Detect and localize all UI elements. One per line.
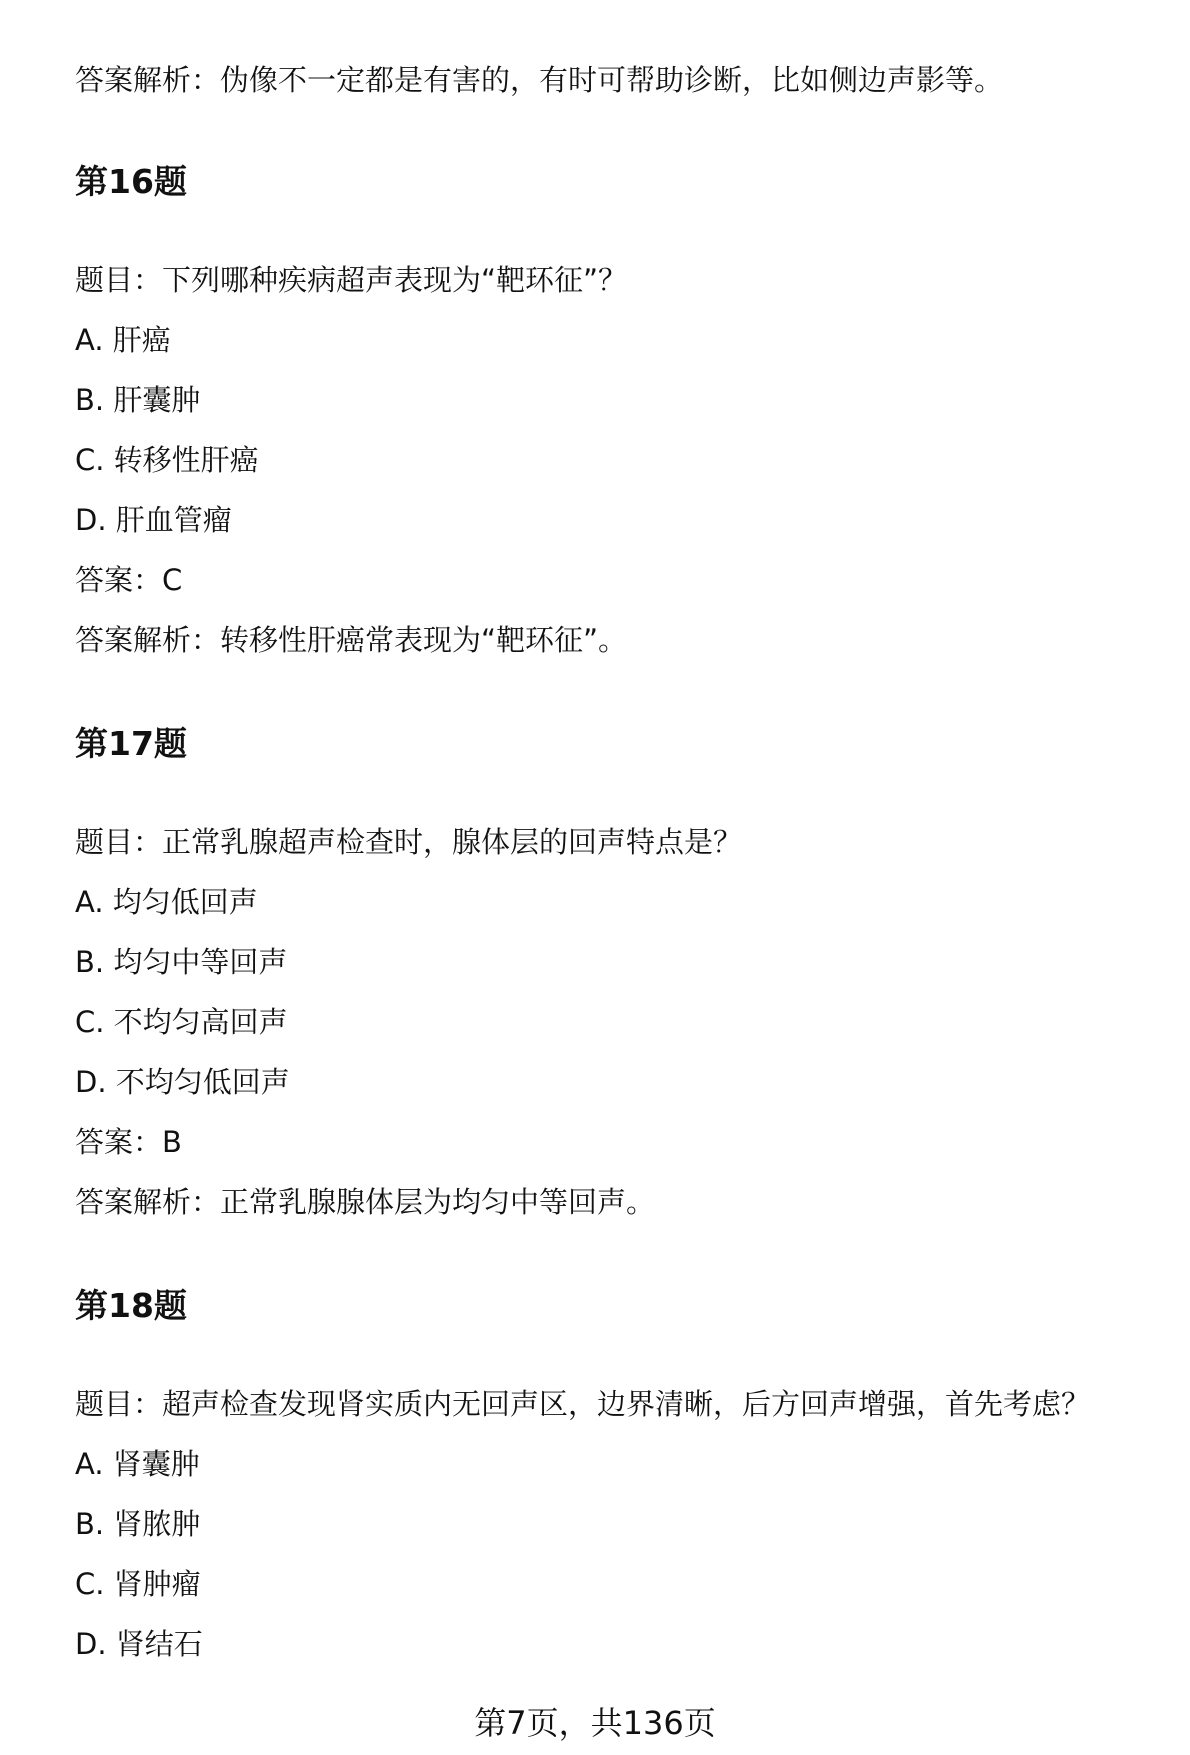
q16-option-a: A. 肝癌 bbox=[75, 323, 171, 357]
q17-analysis: 答案解析：正常乳腺腺体层为均匀中等回声。 bbox=[75, 1185, 656, 1219]
q18-question: 题目：超声检查发现肾实质内无回声区，边界清晰，后方回声增强，首先考虑？ bbox=[75, 1387, 1091, 1421]
q16-option-c: C. 转移性肝癌 bbox=[75, 443, 259, 477]
q16-question: 题目：下列哪种疾病超声表现为“靶环征”？ bbox=[75, 263, 628, 297]
q18-option-d: D. 肾结石 bbox=[75, 1627, 203, 1661]
page-number-footer: 第7页，共136页 bbox=[474, 1704, 716, 1742]
q17-heading: 第17题 bbox=[75, 724, 187, 763]
q18-heading: 第18题 bbox=[75, 1286, 187, 1325]
q17-answer: 答案：B bbox=[75, 1125, 182, 1159]
q17-option-d: D. 不均匀低回声 bbox=[75, 1065, 290, 1099]
q16-heading: 第16题 bbox=[75, 162, 187, 201]
q18-option-c: C. 肾肿瘤 bbox=[75, 1567, 201, 1601]
q18-option-a: A. 肾囊肿 bbox=[75, 1447, 200, 1481]
q17-option-b: B. 均匀中等回声 bbox=[75, 945, 288, 979]
q16-answer: 答案：C bbox=[75, 563, 183, 597]
q16-analysis: 答案解析：转移性肝癌常表现为“靶环征”。 bbox=[75, 623, 628, 657]
q16-option-b: B. 肝囊肿 bbox=[75, 383, 201, 417]
q17-option-c: C. 不均匀高回声 bbox=[75, 1005, 288, 1039]
q17-option-a: A. 均匀低回声 bbox=[75, 885, 258, 919]
q18-option-b: B. 肾脓肿 bbox=[75, 1507, 201, 1541]
q17-question: 题目：正常乳腺超声检查时，腺体层的回声特点是？ bbox=[75, 825, 743, 859]
q15-analysis: 答案解析：伪像不一定都是有害的，有时可帮助诊断，比如侧边声影等。 bbox=[75, 63, 1004, 97]
q16-option-d: D. 肝血管瘤 bbox=[75, 503, 232, 537]
